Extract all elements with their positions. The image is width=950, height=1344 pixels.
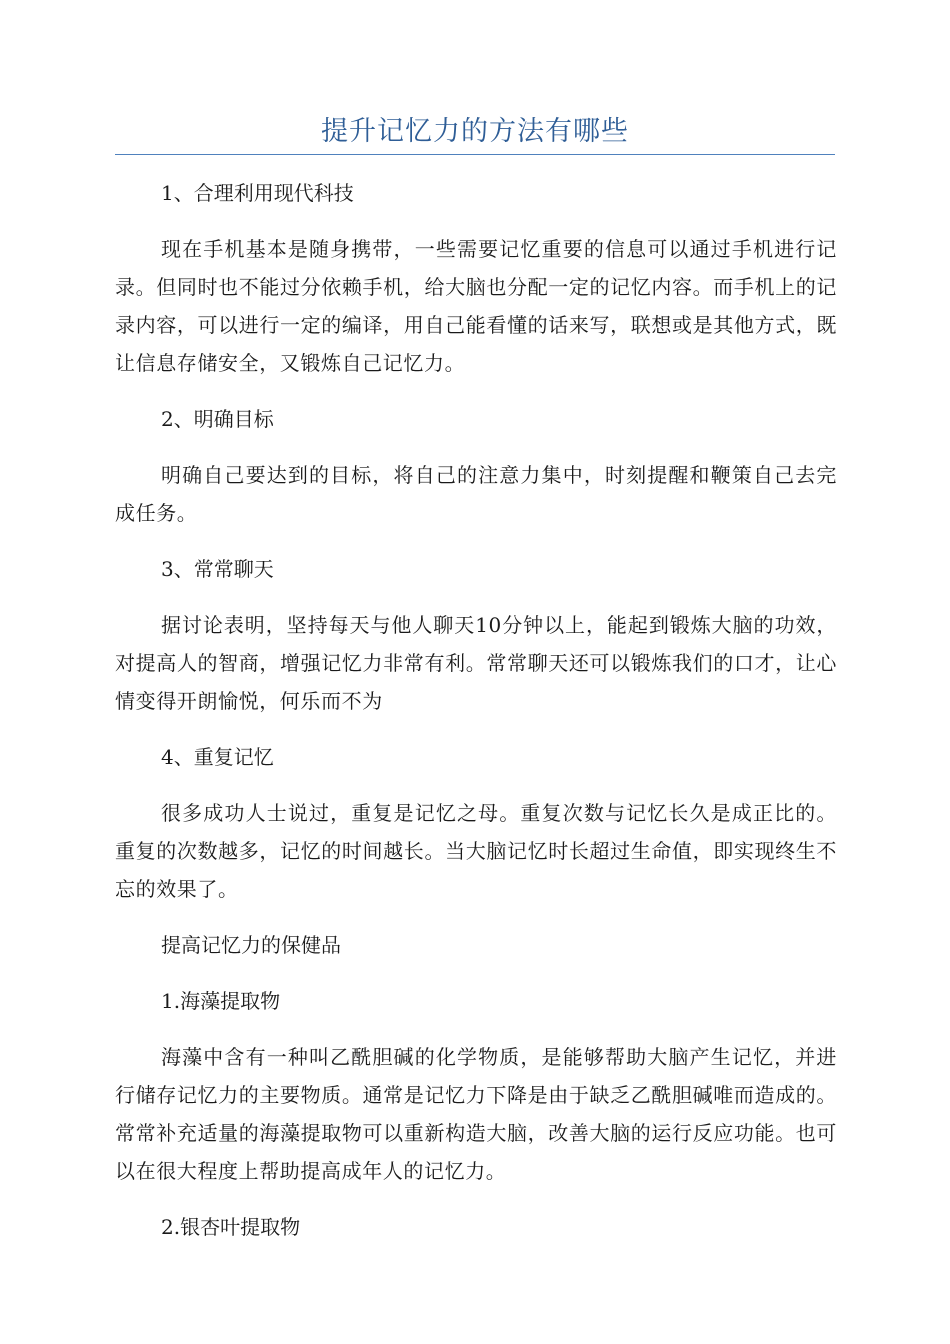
section-heading-goal: 2、明确目标	[161, 407, 274, 431]
section-heading-chat: 3、常常聊天	[161, 557, 274, 581]
section-heading-supplements: 提高记忆力的保健品	[161, 933, 341, 957]
title-underline	[115, 154, 835, 155]
section-heading-repeat: 4、重复记忆	[161, 745, 274, 769]
paragraph-seaweed: 海藻中含有一种叫乙酰胆碱的化学物质，是能够帮助大脑产生记忆，并进行储存记忆力的主要物质。通常是记忆力下降是由于缺乏乙酰胆碱唯而造成的。常常补充适量的海藻提取物可以重新构造大脑，改善大脑的运行反应功能。也可以在很大程度上帮助提高成年人的记忆力。	[115, 1045, 837, 1183]
document-title: 提升记忆力的方法有哪些	[321, 116, 629, 147]
document-body	[115, 174, 837, 1264]
section-heading-ginkgo: 2.银杏叶提取物	[161, 1215, 301, 1239]
paragraph-tech: 现在手机基本是随身携带，一些需要记忆重要的信息可以通过手机进行记录。但同时也不能过分依赖手机，给大脑也分配一定的记忆内容。而手机上的记录内容，可以进行一定的编译，用自己能看懂的话来写，联想或是其他方式，既让信息存储安全，又锻炼自己记忆力。	[115, 237, 837, 375]
paragraph-goal: 明确自己要达到的目标，将自己的注意力集中，时刻提醒和鞭策自己去完成任务。	[115, 463, 837, 525]
paragraph-repeat: 很多成功人士说过，重复是记忆之母。重复次数与记忆长久是成正比的。重复的次数越多，记忆的时间越长。当大脑记忆时长超过生命值，即实现终生不忘的效果了。	[115, 801, 837, 901]
paragraph-chat: 据讨论表明，坚持每天与他人聊天10分钟以上，能起到锻炼大脑的功效，对提高人的智商，增强记忆力非常有利。常常聊天还可以锻炼我们的口才，让心情变得开朗愉悦，何乐而不为	[115, 613, 837, 713]
section-heading-seaweed: 1.海藻提取物	[161, 989, 281, 1013]
section-heading-tech: 1、合理利用现代科技	[161, 181, 354, 205]
